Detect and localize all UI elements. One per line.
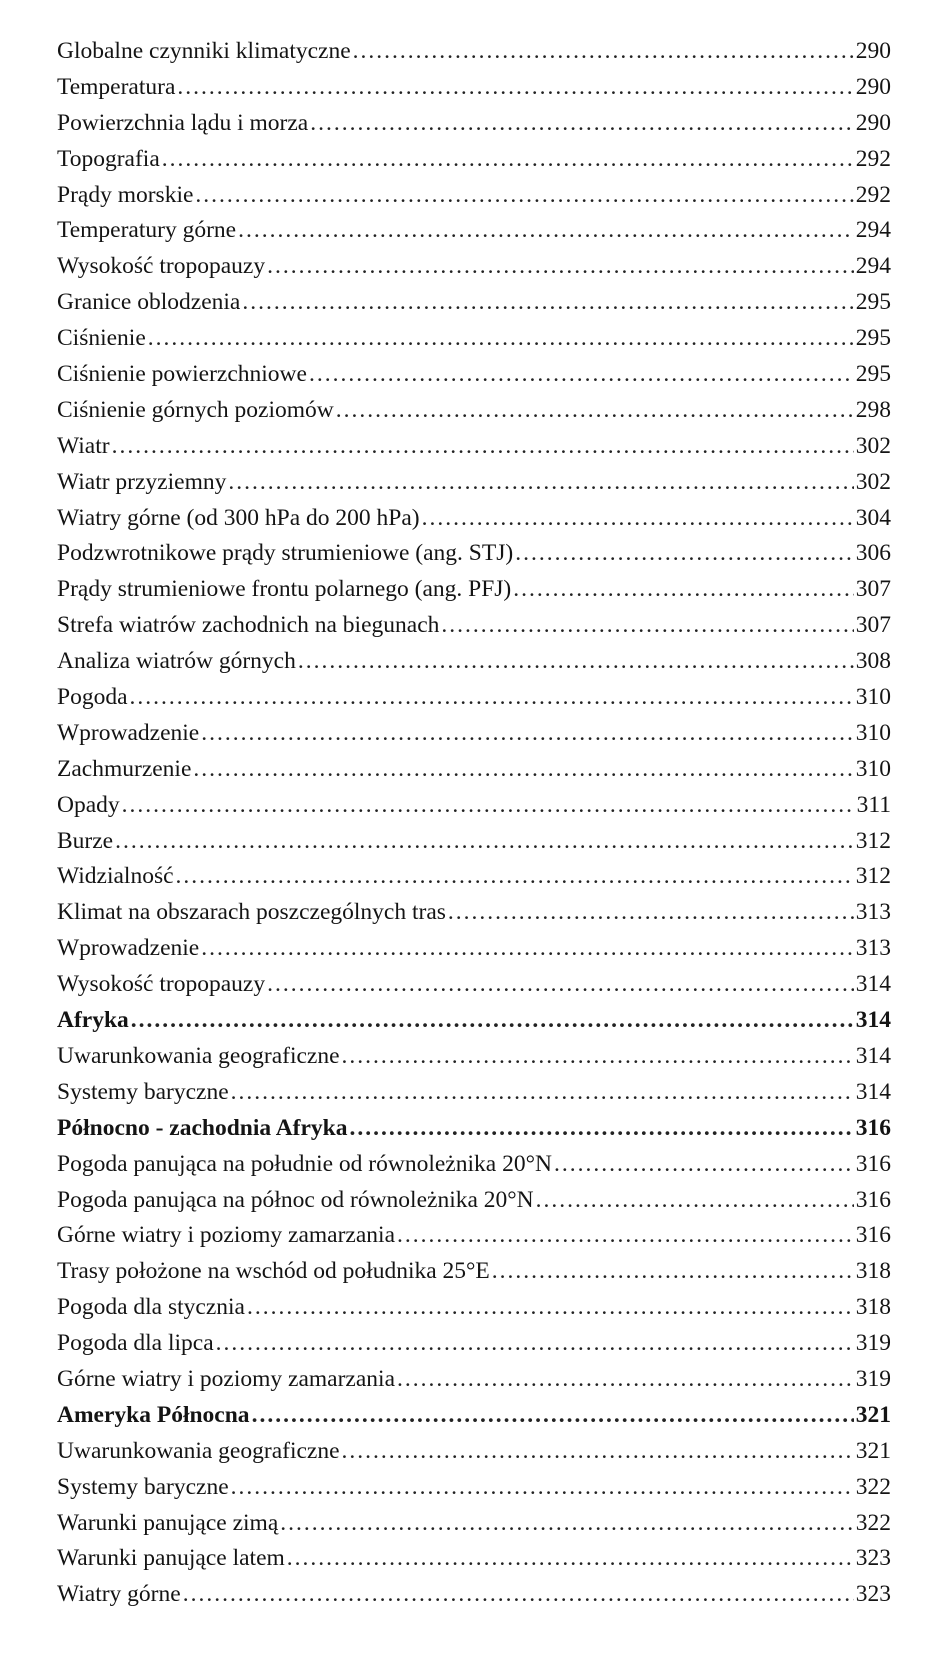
toc-entry-title: Ciśnienie powierzchniowe: [57, 361, 307, 388]
toc-entry-title: Wysokość tropopauzy: [57, 971, 266, 998]
toc-entry-page-number: 290: [855, 38, 891, 64]
dot-leader: [267, 967, 854, 1003]
dot-leader: [176, 859, 854, 895]
toc-entry-title: Prądy morskie: [57, 181, 194, 208]
dot-leader: [112, 429, 854, 465]
toc-entry: [57, 1183, 891, 1219]
dot-leader: [195, 178, 853, 214]
toc-entry: [57, 1541, 891, 1577]
toc-entry: [57, 1577, 891, 1613]
toc-entry-page-number: 314: [855, 1078, 891, 1105]
toc-entry: [57, 859, 891, 895]
toc-entry-title: Warunki panujące latem: [57, 1545, 285, 1572]
toc-entry-page-number: 295: [855, 361, 891, 388]
toc-entry: [57, 1111, 891, 1147]
toc-entry-page-number: 306: [855, 540, 891, 567]
toc-entry: [57, 931, 891, 967]
dot-leader: [513, 572, 853, 608]
toc-entry-title: Powierzchnia lądu i morza: [57, 109, 309, 136]
toc-entry-page-number: 302: [855, 432, 891, 459]
toc-entry: [57, 1362, 891, 1398]
toc-entry-page-number: 314: [855, 1007, 891, 1034]
toc-entry-title: Pogoda: [57, 684, 128, 711]
toc-entry-page-number: 321: [855, 1401, 891, 1428]
dot-leader: [238, 213, 854, 249]
toc-entry-title: Opady: [57, 791, 120, 818]
dot-leader: [122, 788, 855, 824]
toc-entry-page-number: 318: [855, 1258, 891, 1285]
toc-entry-page-number: 307: [855, 576, 891, 603]
toc-entry: [57, 1039, 891, 1075]
toc-entry-page-number: 302: [855, 468, 891, 495]
toc-entry: [57, 321, 891, 357]
toc-entry-page-number: 322: [855, 1509, 891, 1536]
toc-entry-page-number: 312: [855, 863, 891, 890]
toc-entry: [57, 1218, 891, 1254]
toc-entry: [57, 1003, 891, 1039]
toc-entry-title: Klimat na obszarach poszczególnych tras: [57, 899, 446, 926]
toc-entry-title: Analiza wiatrów górnych: [57, 648, 296, 675]
toc-entry-page-number: 313: [855, 899, 891, 926]
toc-entry-page-number: 316: [855, 1150, 891, 1177]
toc-entry-page-number: 323: [855, 1581, 891, 1608]
toc-entry-page-number: 295: [855, 289, 891, 316]
toc-entry-title: Globalne czynniki klimatyczne: [57, 38, 351, 64]
dot-leader: [201, 931, 854, 967]
toc-entry-title: Systemy baryczne: [57, 1473, 229, 1500]
toc-entry-title: Wiatry górne (od 300 hPa do 200 hPa): [57, 504, 420, 531]
toc-entry-page-number: 318: [855, 1294, 891, 1321]
toc-entry-title: Warunki panujące zimą: [57, 1509, 279, 1536]
toc-entry-title: Wprowadzenie: [57, 719, 200, 746]
toc-entry: [57, 1075, 891, 1111]
dot-leader: [130, 680, 854, 716]
toc-entry-title: Wiatr: [57, 432, 110, 459]
toc-entry: [57, 465, 891, 501]
toc-entry: [57, 1470, 891, 1506]
toc-entry: [57, 644, 891, 680]
dot-leader: [397, 1218, 854, 1254]
toc-entry-page-number: 290: [855, 73, 891, 100]
toc-entry: [57, 824, 891, 860]
toc-entry: [57, 1147, 891, 1183]
toc-entry: [57, 213, 891, 249]
toc-entry-page-number: 314: [855, 971, 891, 998]
dot-leader: [536, 1183, 854, 1219]
toc-entry-title: Pogoda panująca na południe od równoleżnika 20°N: [57, 1150, 552, 1177]
toc-entry-title: Podzwrotnikowe prądy strumieniowe (ang. STJ): [57, 540, 514, 567]
toc-entry-page-number: 294: [855, 217, 891, 244]
dot-leader: [231, 1470, 854, 1506]
dot-leader: [515, 536, 854, 572]
dot-leader: [287, 1541, 854, 1577]
dot-leader: [252, 1398, 854, 1434]
toc-entry: [57, 429, 891, 465]
toc-entry-title: Wysokość tropopauzy: [57, 253, 266, 280]
table-of-contents: [57, 34, 891, 1613]
toc-entry: [57, 70, 891, 106]
toc-entry-page-number: 307: [855, 612, 891, 639]
toc-entry-page-number: 319: [855, 1365, 891, 1392]
toc-entry: [57, 501, 891, 537]
toc-entry: [57, 752, 891, 788]
toc-entry-title: Topografia: [57, 145, 160, 172]
toc-entry-page-number: 319: [855, 1330, 891, 1357]
toc-entry-title: Ameryka Północna: [57, 1401, 250, 1428]
toc-entry: [57, 393, 891, 429]
dot-leader: [267, 249, 854, 285]
dot-leader: [298, 644, 854, 680]
toc-entry-page-number: 292: [855, 181, 891, 208]
dot-leader: [441, 608, 853, 644]
toc-entry-title: Prądy strumieniowe frontu polarnego (ang. PFJ): [57, 576, 512, 603]
toc-entry-title: Uwarunkowania geograficzne: [57, 1437, 340, 1464]
toc-entry-title: Pogoda dla lipca: [57, 1330, 214, 1357]
toc-entry: [57, 142, 891, 178]
toc-entry-page-number: 310: [855, 684, 891, 711]
toc-entry: [57, 788, 891, 824]
dot-leader: [193, 752, 853, 788]
toc-entry-title: Pogoda dla stycznia: [57, 1294, 245, 1321]
toc-entry: [57, 106, 891, 142]
toc-entry-title: Górne wiatry i poziomy zamarzania: [57, 1365, 395, 1392]
dot-leader: [342, 1434, 854, 1470]
toc-entry-title: Widzialność: [57, 863, 174, 890]
toc-entry-page-number: 295: [855, 325, 891, 352]
toc-entry-title: Systemy baryczne: [57, 1078, 229, 1105]
toc-entry: [57, 716, 891, 752]
dot-leader: [115, 824, 854, 860]
toc-entry-page-number: 313: [855, 935, 891, 962]
toc-entry-title: Burze: [57, 827, 114, 854]
dot-leader: [492, 1254, 854, 1290]
toc-entry-title: Wprowadzenie: [57, 935, 200, 962]
toc-entry-page-number: 310: [855, 755, 891, 782]
toc-entry-title: Zachmurzenie: [57, 755, 192, 782]
dot-leader: [201, 716, 854, 752]
dot-leader: [353, 34, 854, 70]
toc-entry-page-number: 323: [855, 1545, 891, 1572]
toc-entry: [57, 1326, 891, 1362]
dot-leader: [162, 142, 854, 178]
toc-entry-page-number: 310: [855, 719, 891, 746]
toc-entry-page-number: 294: [855, 253, 891, 280]
dot-leader: [228, 465, 853, 501]
toc-entry-page-number: 290: [855, 109, 891, 136]
toc-entry-page-number: 316: [855, 1186, 891, 1213]
dot-leader: [131, 1003, 854, 1039]
toc-entry: [57, 1434, 891, 1470]
dot-leader: [216, 1326, 854, 1362]
toc-entry-title: Temperatura: [57, 73, 176, 100]
toc-entry-page-number: 292: [855, 145, 891, 172]
toc-entry: [57, 34, 891, 70]
toc-entry-title: Trasy położone na wschód od południka 25°E: [57, 1258, 490, 1285]
dot-leader: [280, 1506, 853, 1542]
toc-entry: [57, 967, 891, 1003]
toc-entry-page-number: 298: [855, 396, 891, 423]
dot-leader: [242, 285, 853, 321]
toc-entry-page-number: 311: [856, 791, 891, 818]
dot-leader: [336, 393, 854, 429]
toc-entry-page-number: 312: [855, 827, 891, 854]
toc-entry-page-number: 314: [855, 1042, 891, 1069]
dot-leader: [422, 501, 854, 537]
toc-entry-title: Strefa wiatrów zachodnich na biegunach: [57, 612, 440, 639]
toc-entry: [57, 536, 891, 572]
toc-entry-title: Północno - zachodnia Afryka: [57, 1114, 348, 1141]
dot-leader: [397, 1362, 854, 1398]
toc-entry-title: Górne wiatry i poziomy zamarzania: [57, 1222, 395, 1249]
toc-entry: [57, 1290, 891, 1326]
dot-leader: [554, 1147, 854, 1183]
toc-entry: [57, 1398, 891, 1434]
dot-leader: [177, 70, 853, 106]
toc-entry: [57, 1506, 891, 1542]
toc-entry-page-number: 321: [855, 1437, 891, 1464]
toc-entry-title: Ciśnienie: [57, 325, 146, 352]
toc-entry: [57, 608, 891, 644]
toc-entry-title: Pogoda panująca na północ od równoleżnika 20°N: [57, 1186, 534, 1213]
toc-entry: [57, 249, 891, 285]
dot-leader: [350, 1111, 854, 1147]
dot-leader: [310, 106, 854, 142]
toc-entry: [57, 285, 891, 321]
dot-leader: [247, 1290, 854, 1326]
dot-leader: [342, 1039, 854, 1075]
toc-entry-title: Temperatury górne: [57, 217, 237, 244]
dot-leader: [183, 1577, 854, 1613]
toc-entry-page-number: 316: [855, 1114, 891, 1141]
toc-entry-title: Ciśnienie górnych poziomów: [57, 396, 334, 423]
toc-entry-page-number: 304: [855, 504, 891, 531]
dot-leader: [231, 1075, 854, 1111]
toc-entry-title: Granice oblodzenia: [57, 289, 241, 316]
toc-entry-title: Afryka: [57, 1007, 129, 1034]
toc-entry-page-number: 322: [855, 1473, 891, 1500]
dot-leader: [148, 321, 854, 357]
toc-entry-page-number: 308: [855, 648, 891, 675]
toc-entry: [57, 178, 891, 214]
dot-leader: [309, 357, 854, 393]
toc-entry-title: Wiatr przyziemny: [57, 468, 227, 495]
toc-entry-page-number: 316: [855, 1222, 891, 1249]
toc-entry: [57, 1254, 891, 1290]
toc-entry: [57, 895, 891, 931]
toc-entry: [57, 572, 891, 608]
toc-entry-title: Uwarunkowania geograficzne: [57, 1042, 340, 1069]
toc-entry: [57, 680, 891, 716]
toc-entry: [57, 357, 891, 393]
dot-leader: [448, 895, 854, 931]
toc-entry-title: Wiatry górne: [57, 1581, 181, 1608]
